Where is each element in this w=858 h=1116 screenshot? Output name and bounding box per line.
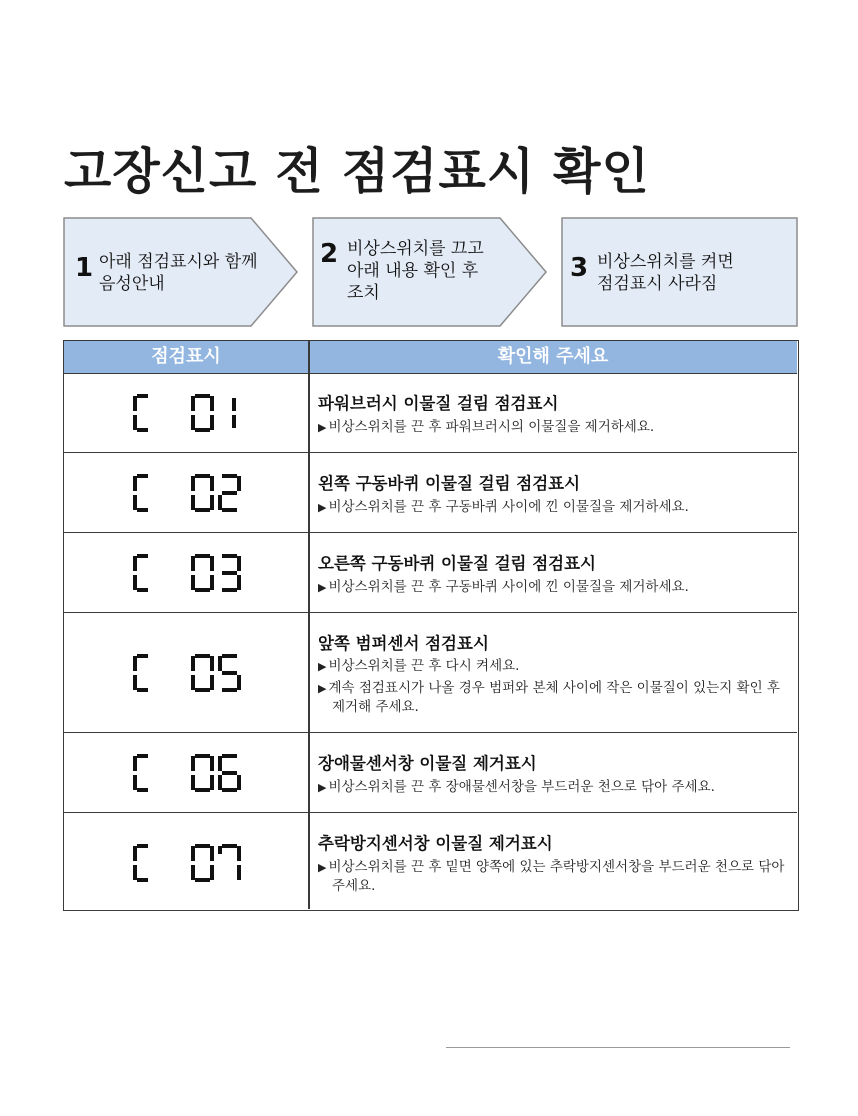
step-text-line: 비상스위치를 켜면 [597, 252, 734, 272]
error-code-display [130, 843, 242, 883]
bullet-text: 비상스위치를 끈 후 밑면 양쪽에 있는 추락방지센서창을 부드러운 천으로 닦아 [328, 859, 785, 875]
row-bullet [318, 498, 788, 517]
header-display: 점검표시 [151, 346, 221, 367]
bullet-text: 비상스위치를 끈 후 다시 켜세요. [328, 658, 520, 674]
check-display-table [63, 340, 799, 911]
arrow-right-icon: ▶ [318, 781, 327, 794]
error-code-display [130, 393, 242, 433]
table-row [64, 453, 797, 533]
table-row [64, 813, 797, 909]
table-row [64, 613, 797, 733]
bullet-text: 비상스위치를 끈 후 구동바퀴 사이에 낀 이물질을 제거하세요. [328, 579, 689, 595]
bullet-text: 비상스위치를 끈 후 장애물센서창을 부드러운 천으로 닦아 주세요. [328, 779, 715, 795]
page-title: 고장신고 전 점검표시 확인 [64, 143, 650, 200]
arrow-right-icon: ▶ [318, 501, 327, 514]
step-1 [63, 217, 299, 327]
table-row [64, 373, 797, 453]
error-code-display [130, 553, 242, 593]
step-text-line: 점검표시 사라짐 [597, 274, 718, 294]
arrow-right-icon: ▶ [318, 861, 327, 874]
step-number: 2 [320, 239, 339, 269]
bullet-text-continued: 주세요. [332, 878, 376, 894]
step-number: 3 [570, 253, 589, 283]
row-title: 파워브러시 이물질 걸림 점검표시 [318, 394, 559, 413]
arrow-right-icon: ▶ [318, 682, 327, 695]
step-text-line: 비상스위치를 끄고 [347, 239, 484, 259]
step-text-line: 아래 내용 확인 후 [347, 261, 479, 281]
bullet-text: 비상스위치를 끈 후 구동바퀴 사이에 낀 이물질을 제거하세요. [328, 499, 689, 515]
lcd-code-c02 [130, 473, 242, 513]
header-action: 확인해 주세요 [497, 346, 609, 367]
step-text [99, 251, 258, 295]
row-bullet [318, 418, 788, 437]
row-bullet [318, 778, 788, 797]
error-code-display [130, 753, 242, 793]
row-bullet [318, 578, 788, 597]
footer-divider [446, 1047, 790, 1048]
step-text-line: 아래 점검표시와 함께 [99, 252, 258, 272]
arrow-right-icon: ▶ [318, 660, 327, 673]
row-title: 추락방지센서창 이물질 제거표시 [318, 834, 553, 853]
step-2 [312, 217, 548, 327]
lcd-code-c05 [130, 653, 242, 693]
step-text [347, 238, 484, 304]
table-row [64, 533, 797, 613]
step-text-line: 조치 [347, 283, 380, 303]
error-code-display [130, 653, 242, 693]
row-bullet [318, 657, 788, 676]
row-title: 장애물센서창 이물질 제거표시 [318, 754, 537, 773]
row-title: 오른쪽 구동바퀴 이물질 걸림 점검표시 [318, 554, 597, 573]
lcd-code-c06 [130, 753, 242, 793]
step-3 [561, 217, 797, 327]
bullet-text-continued: 제거해 주세요. [332, 699, 419, 715]
row-title: 앞쪽 범퍼센서 점검표시 [318, 634, 489, 653]
row-title: 왼쪽 구동바퀴 이물질 걸림 점검표시 [318, 474, 581, 493]
procedure-steps [63, 217, 799, 327]
step-text [597, 251, 734, 295]
table-header [64, 341, 797, 374]
step-number: 1 [75, 253, 94, 283]
row-bullet [318, 858, 788, 896]
step-text-line: 음성안내 [99, 274, 165, 294]
table-row [64, 733, 797, 813]
error-code-display [130, 473, 242, 513]
bullet-text: 비상스위치를 끈 후 파워브러시의 이물질을 제거하세요. [328, 419, 655, 435]
lcd-code-c07 [130, 843, 242, 883]
row-bullet [318, 679, 788, 717]
arrow-right-icon: ▶ [318, 581, 327, 594]
lcd-code-c01 [130, 393, 242, 433]
lcd-code-c03 [130, 553, 242, 593]
arrow-right-icon: ▶ [318, 421, 327, 434]
bullet-text: 계속 점검표시가 나올 경우 범퍼와 본체 사이에 작은 이물질이 있는지 확인 후 [328, 680, 780, 696]
